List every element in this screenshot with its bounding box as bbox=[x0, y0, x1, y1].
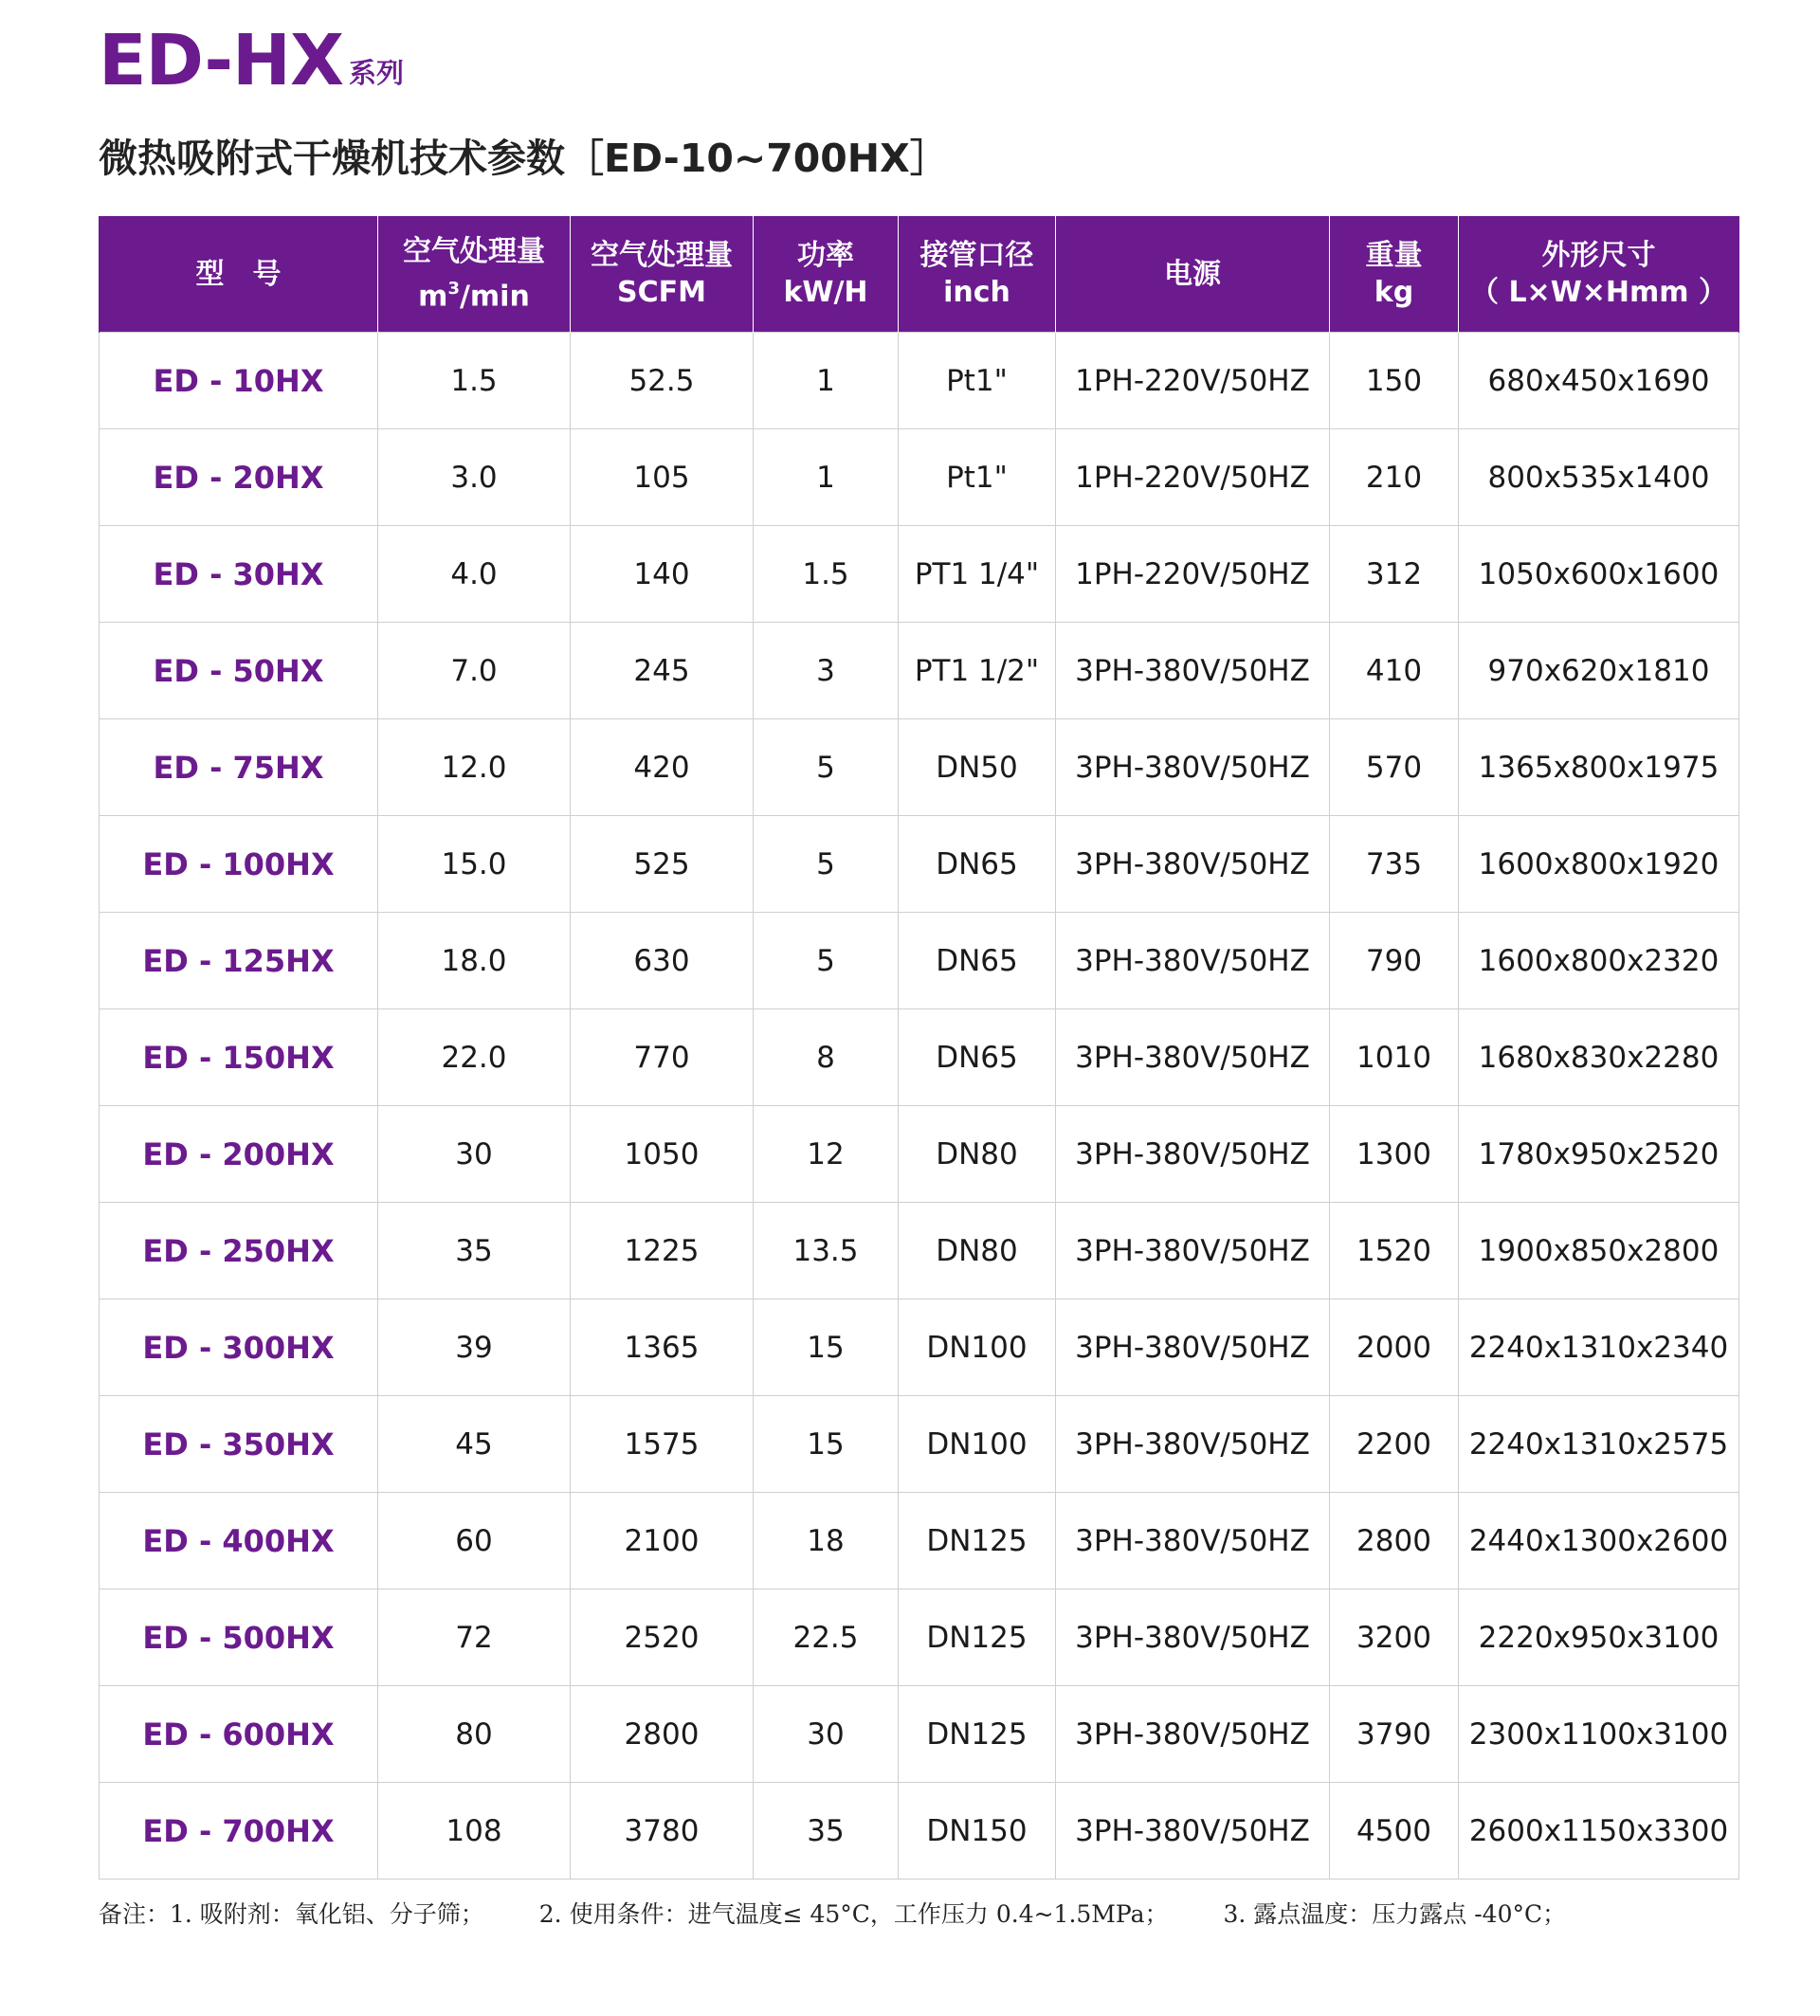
cell-dimensions: 1680x830x2280 bbox=[1459, 1009, 1739, 1106]
cell-pipe: DN65 bbox=[899, 1009, 1056, 1106]
table-row bbox=[100, 333, 1739, 429]
cell-weight: 790 bbox=[1330, 913, 1459, 1009]
cell-dimensions: 2300x1100x3100 bbox=[1459, 1686, 1739, 1783]
cell-pipe: DN100 bbox=[899, 1299, 1056, 1396]
cell-model: ED - 600HX bbox=[100, 1686, 378, 1783]
table-row bbox=[100, 1493, 1739, 1589]
cell-flow-scfm: 1225 bbox=[571, 1203, 754, 1299]
cell-flow-m3: 30 bbox=[378, 1106, 571, 1203]
cell-power: 13.5 bbox=[754, 1203, 899, 1299]
cell-flow-scfm: 3780 bbox=[571, 1783, 754, 1880]
brand-suffix: 系列 bbox=[349, 57, 405, 89]
cell-pipe: DN100 bbox=[899, 1396, 1056, 1493]
cell-flow-m3: 15.0 bbox=[378, 816, 571, 913]
cell-power-supply: 3PH-380V/50HZ bbox=[1056, 1589, 1330, 1686]
cell-dimensions: 1050x600x1600 bbox=[1459, 526, 1739, 623]
spec-table-body bbox=[100, 333, 1739, 1880]
table-row bbox=[100, 1396, 1739, 1493]
cell-flow-scfm: 1365 bbox=[571, 1299, 754, 1396]
cell-power: 15 bbox=[754, 1299, 899, 1396]
cell-weight: 1010 bbox=[1330, 1009, 1459, 1106]
cell-power-supply: 3PH-380V/50HZ bbox=[1056, 1203, 1330, 1299]
cell-flow-m3: 80 bbox=[378, 1686, 571, 1783]
cell-flow-m3: 12.0 bbox=[378, 719, 571, 816]
page-title bbox=[99, 134, 949, 183]
table-row bbox=[100, 719, 1739, 816]
cell-power-supply: 3PH-380V/50HZ bbox=[1056, 1106, 1330, 1203]
cell-power: 5 bbox=[754, 719, 899, 816]
cell-model: ED - 200HX bbox=[100, 1106, 378, 1203]
cell-flow-m3: 72 bbox=[378, 1589, 571, 1686]
cell-power-supply: 3PH-380V/50HZ bbox=[1056, 913, 1330, 1009]
cell-dimensions: 2440x1300x2600 bbox=[1459, 1493, 1739, 1589]
header-dimensions: 外形尺寸 （ L×W×Hmm ） bbox=[1459, 216, 1739, 333]
cell-weight: 312 bbox=[1330, 526, 1459, 623]
cell-power-supply: 3PH-380V/50HZ bbox=[1056, 1009, 1330, 1106]
cell-power: 5 bbox=[754, 913, 899, 1009]
cell-power: 15 bbox=[754, 1396, 899, 1493]
cell-flow-scfm: 2800 bbox=[571, 1686, 754, 1783]
header-pipe: 接管口径 inch bbox=[899, 216, 1056, 333]
table-row bbox=[100, 1203, 1739, 1299]
cell-power: 22.5 bbox=[754, 1589, 899, 1686]
cell-weight: 2000 bbox=[1330, 1299, 1459, 1396]
cell-model: ED - 150HX bbox=[100, 1009, 378, 1106]
cell-power: 8 bbox=[754, 1009, 899, 1106]
cell-weight: 3790 bbox=[1330, 1686, 1459, 1783]
brand-name: ED-HX bbox=[99, 20, 344, 101]
footnote-adsorbent: 备注：1. 吸附剂：氧化铝、分子筛； bbox=[99, 1900, 484, 1928]
cell-dimensions: 2600x1150x3300 bbox=[1459, 1783, 1739, 1880]
cell-flow-m3: 4.0 bbox=[378, 526, 571, 623]
table-row bbox=[100, 623, 1739, 719]
cell-power-supply: 3PH-380V/50HZ bbox=[1056, 1396, 1330, 1493]
cell-flow-scfm: 770 bbox=[571, 1009, 754, 1106]
header-flow-m3: 空气处理量 $m^3/\min$ bbox=[378, 216, 571, 333]
header-power: 功率 kW/H bbox=[754, 216, 899, 333]
header-power-supply: 电源 bbox=[1056, 216, 1330, 333]
cell-flow-m3: 108 bbox=[378, 1783, 571, 1880]
footnote-dewpoint: 3. 露点温度：压力露点 -40°C； bbox=[1223, 1900, 1567, 1928]
cell-pipe: DN65 bbox=[899, 816, 1056, 913]
footnote bbox=[99, 1896, 1613, 1930]
cell-power: 1 bbox=[754, 333, 899, 429]
cell-power: 1 bbox=[754, 429, 899, 526]
cell-dimensions: 1900x850x2800 bbox=[1459, 1203, 1739, 1299]
cell-flow-scfm: 105 bbox=[571, 429, 754, 526]
cell-power: 3 bbox=[754, 623, 899, 719]
page-title-models: ［ED-10~700HX］ bbox=[565, 136, 949, 181]
cell-power-supply: 1PH-220V/50HZ bbox=[1056, 429, 1330, 526]
cell-flow-m3: 39 bbox=[378, 1299, 571, 1396]
cell-dimensions: 2240x1310x2340 bbox=[1459, 1299, 1739, 1396]
header-model: 型 号 bbox=[100, 216, 378, 333]
cell-model: ED - 100HX bbox=[100, 816, 378, 913]
table-row bbox=[100, 1299, 1739, 1396]
cell-power-supply: 3PH-380V/50HZ bbox=[1056, 1493, 1330, 1589]
cell-dimensions: 1780x950x2520 bbox=[1459, 1106, 1739, 1203]
table-row bbox=[100, 526, 1739, 623]
cell-power-supply: 3PH-380V/50HZ bbox=[1056, 1686, 1330, 1783]
cell-pipe: DN65 bbox=[899, 913, 1056, 1009]
table-row bbox=[100, 913, 1739, 1009]
table-row bbox=[100, 429, 1739, 526]
cell-dimensions: 2240x1310x2575 bbox=[1459, 1396, 1739, 1493]
table-row bbox=[100, 1783, 1739, 1880]
cell-weight: 150 bbox=[1330, 333, 1459, 429]
cell-pipe: PT1 1/4" bbox=[899, 526, 1056, 623]
cell-flow-scfm: 2100 bbox=[571, 1493, 754, 1589]
cell-pipe: DN80 bbox=[899, 1106, 1056, 1203]
cell-pipe: DN125 bbox=[899, 1589, 1056, 1686]
cell-model: ED - 300HX bbox=[100, 1299, 378, 1396]
cell-model: ED - 10HX bbox=[100, 333, 378, 429]
cell-flow-scfm: 525 bbox=[571, 816, 754, 913]
cell-power: 1.5 bbox=[754, 526, 899, 623]
cell-model: ED - 400HX bbox=[100, 1493, 378, 1589]
cell-weight: 570 bbox=[1330, 719, 1459, 816]
cell-power: 18 bbox=[754, 1493, 899, 1589]
cell-dimensions: 970x620x1810 bbox=[1459, 623, 1739, 719]
table-row bbox=[100, 1686, 1739, 1783]
cell-power: 12 bbox=[754, 1106, 899, 1203]
cell-flow-scfm: 2520 bbox=[571, 1589, 754, 1686]
cell-weight: 2200 bbox=[1330, 1396, 1459, 1493]
cell-flow-scfm: 1050 bbox=[571, 1106, 754, 1203]
cell-weight: 2800 bbox=[1330, 1493, 1459, 1589]
cell-model: ED - 500HX bbox=[100, 1589, 378, 1686]
cell-pipe: DN150 bbox=[899, 1783, 1056, 1880]
cell-pipe: PT1 1/2" bbox=[899, 623, 1056, 719]
cell-weight: 210 bbox=[1330, 429, 1459, 526]
cell-pipe: DN80 bbox=[899, 1203, 1056, 1299]
cell-flow-m3: 18.0 bbox=[378, 913, 571, 1009]
cell-flow-scfm: 630 bbox=[571, 913, 754, 1009]
cell-power-supply: 3PH-380V/50HZ bbox=[1056, 719, 1330, 816]
cell-flow-scfm: 420 bbox=[571, 719, 754, 816]
cell-power-supply: 1PH-220V/50HZ bbox=[1056, 333, 1330, 429]
cell-dimensions: 1365x800x1975 bbox=[1459, 719, 1739, 816]
cell-weight: 3200 bbox=[1330, 1589, 1459, 1686]
cell-model: ED - 30HX bbox=[100, 526, 378, 623]
cell-model: ED - 125HX bbox=[100, 913, 378, 1009]
cell-flow-scfm: 1575 bbox=[571, 1396, 754, 1493]
table-header-row bbox=[100, 216, 1739, 333]
table-row bbox=[100, 1589, 1739, 1686]
spec-table bbox=[99, 216, 1739, 1880]
cell-flow-m3: 35 bbox=[378, 1203, 571, 1299]
table-row bbox=[100, 816, 1739, 913]
table-row bbox=[100, 1009, 1739, 1106]
header-weight: 重量 kg bbox=[1330, 216, 1459, 333]
cell-flow-m3: 3.0 bbox=[378, 429, 571, 526]
cell-power-supply: 3PH-380V/50HZ bbox=[1056, 1783, 1330, 1880]
cell-weight: 4500 bbox=[1330, 1783, 1459, 1880]
cell-model: ED - 50HX bbox=[100, 623, 378, 719]
cell-flow-m3: 22.0 bbox=[378, 1009, 571, 1106]
cell-flow-m3: 45 bbox=[378, 1396, 571, 1493]
cell-flow-m3: 60 bbox=[378, 1493, 571, 1589]
cell-flow-scfm: 52.5 bbox=[571, 333, 754, 429]
cell-weight: 735 bbox=[1330, 816, 1459, 913]
cell-power-supply: 3PH-380V/50HZ bbox=[1056, 623, 1330, 719]
table-row bbox=[100, 1106, 1739, 1203]
cell-power-supply: 3PH-380V/50HZ bbox=[1056, 1299, 1330, 1396]
cell-power: 35 bbox=[754, 1783, 899, 1880]
cell-pipe: DN125 bbox=[899, 1493, 1056, 1589]
cell-power: 5 bbox=[754, 816, 899, 913]
footnote-conditions: 2. 使用条件：进气温度≤ 45°C，工作压力 0.4~1.5MPa； bbox=[538, 1900, 1169, 1928]
cell-power-supply: 3PH-380V/50HZ bbox=[1056, 816, 1330, 913]
cell-weight: 1300 bbox=[1330, 1106, 1459, 1203]
cell-flow-m3: 7.0 bbox=[378, 623, 571, 719]
cell-dimensions: 800x535x1400 bbox=[1459, 429, 1739, 526]
cell-weight: 1520 bbox=[1330, 1203, 1459, 1299]
cell-flow-scfm: 140 bbox=[571, 526, 754, 623]
cell-pipe: Pt1" bbox=[899, 333, 1056, 429]
cell-dimensions: 1600x800x1920 bbox=[1459, 816, 1739, 913]
page-title-text: 微热吸附式干燥机技术参数 bbox=[99, 136, 565, 181]
cell-model: ED - 350HX bbox=[100, 1396, 378, 1493]
cell-power-supply: 1PH-220V/50HZ bbox=[1056, 526, 1330, 623]
cell-flow-m3: 1.5 bbox=[378, 333, 571, 429]
cell-pipe: Pt1" bbox=[899, 429, 1056, 526]
brand-title bbox=[99, 20, 405, 101]
cell-flow-scfm: 245 bbox=[571, 623, 754, 719]
cell-dimensions: 1600x800x2320 bbox=[1459, 913, 1739, 1009]
header-flow-scfm: 空气处理量 SCFM bbox=[571, 216, 754, 333]
cell-dimensions: 2220x950x3100 bbox=[1459, 1589, 1739, 1686]
cell-pipe: DN125 bbox=[899, 1686, 1056, 1783]
cell-model: ED - 700HX bbox=[100, 1783, 378, 1880]
cell-model: ED - 75HX bbox=[100, 719, 378, 816]
cell-model: ED - 250HX bbox=[100, 1203, 378, 1299]
cell-power: 30 bbox=[754, 1686, 899, 1783]
cell-pipe: DN50 bbox=[899, 719, 1056, 816]
cell-weight: 410 bbox=[1330, 623, 1459, 719]
cell-model: ED - 20HX bbox=[100, 429, 378, 526]
cell-dimensions: 680x450x1690 bbox=[1459, 333, 1739, 429]
